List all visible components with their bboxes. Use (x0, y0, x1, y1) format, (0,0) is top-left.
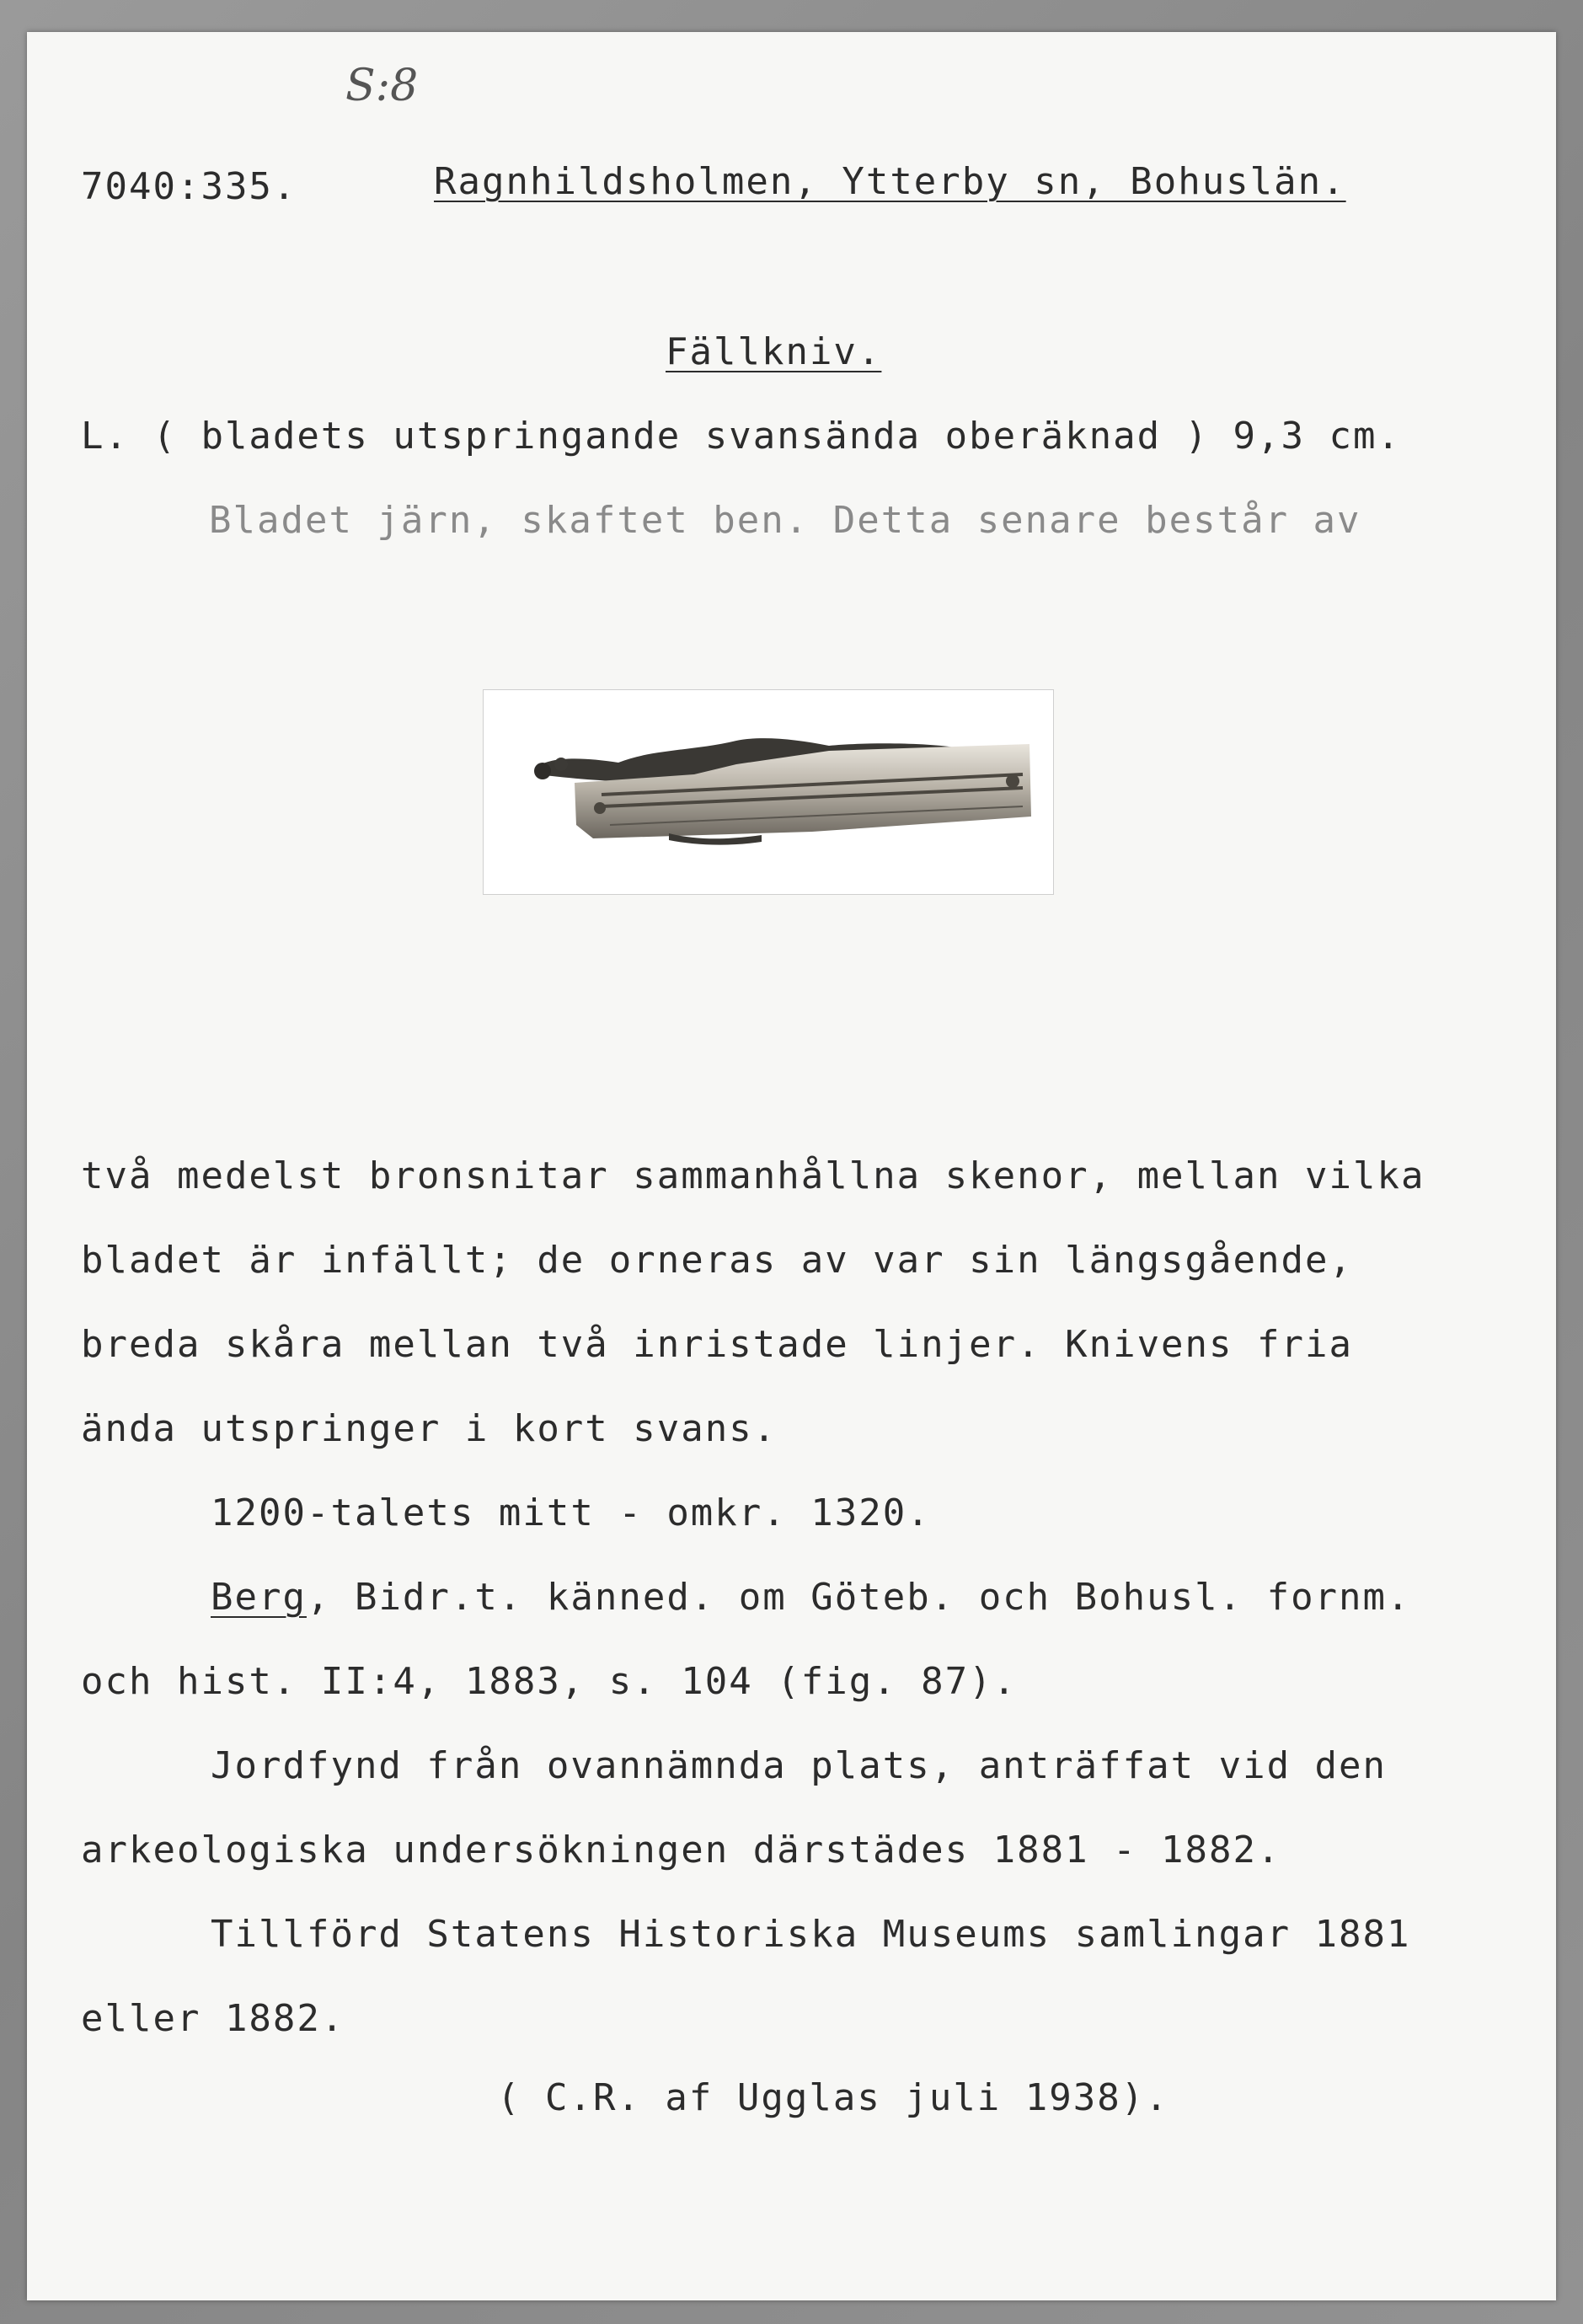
reference-line-1 (211, 1576, 1411, 1619)
description-start: Bladet järn, skaftet ben. Detta senare består av (209, 499, 1361, 542)
body-line-1: två medelst bronsnitar sammanhållna skenor, mellan vilka (81, 1154, 1425, 1197)
reference-line-2: och hist. II:4, 1883, s. 104 (fig. 87). (81, 1660, 1018, 1703)
folding-knife-photo (483, 689, 1054, 895)
catalog-number: 7040:335. (81, 165, 297, 208)
dating-line: 1200-talets mitt - omkr. 1320. (211, 1491, 931, 1534)
measurement-line: L. ( bladets utspringande svansända oberäknad ) 9,3 cm. (81, 415, 1401, 458)
reference-title: , Bidr.t. känned. om Göteb. och Bohusl. fornm. (306, 1576, 1411, 1619)
acquisition-line-1: Tillförd Statens Historiska Museums samlingar 1881 (211, 1913, 1411, 1956)
find-location: Ragnhildsholmen, Ytterby sn, Bohuslän. (434, 160, 1346, 203)
find-line-2: arkeologiska undersökningen därstädes 1881 - 1882. (81, 1829, 1281, 1872)
find-line-1: Jordfynd från ovannämnda plats, anträffat vid den (211, 1744, 1388, 1787)
acquisition-line-2: eller 1882. (81, 1997, 345, 2040)
handwritten-mark: S:8 (345, 61, 419, 111)
reference-author: Berg (211, 1576, 307, 1619)
author-signature: ( C.R. af Ugglas juli 1938). (497, 2076, 1169, 2119)
body-line-2: bladet är infällt; de orneras av var sin längsgående, (81, 1239, 1353, 1282)
object-title: Fällkniv. (666, 330, 882, 373)
body-line-3: breda skåra mellan två inristade linjer. Knivens fria (81, 1323, 1353, 1366)
body-line-4: ända utspringer i kort svans. (81, 1407, 778, 1450)
